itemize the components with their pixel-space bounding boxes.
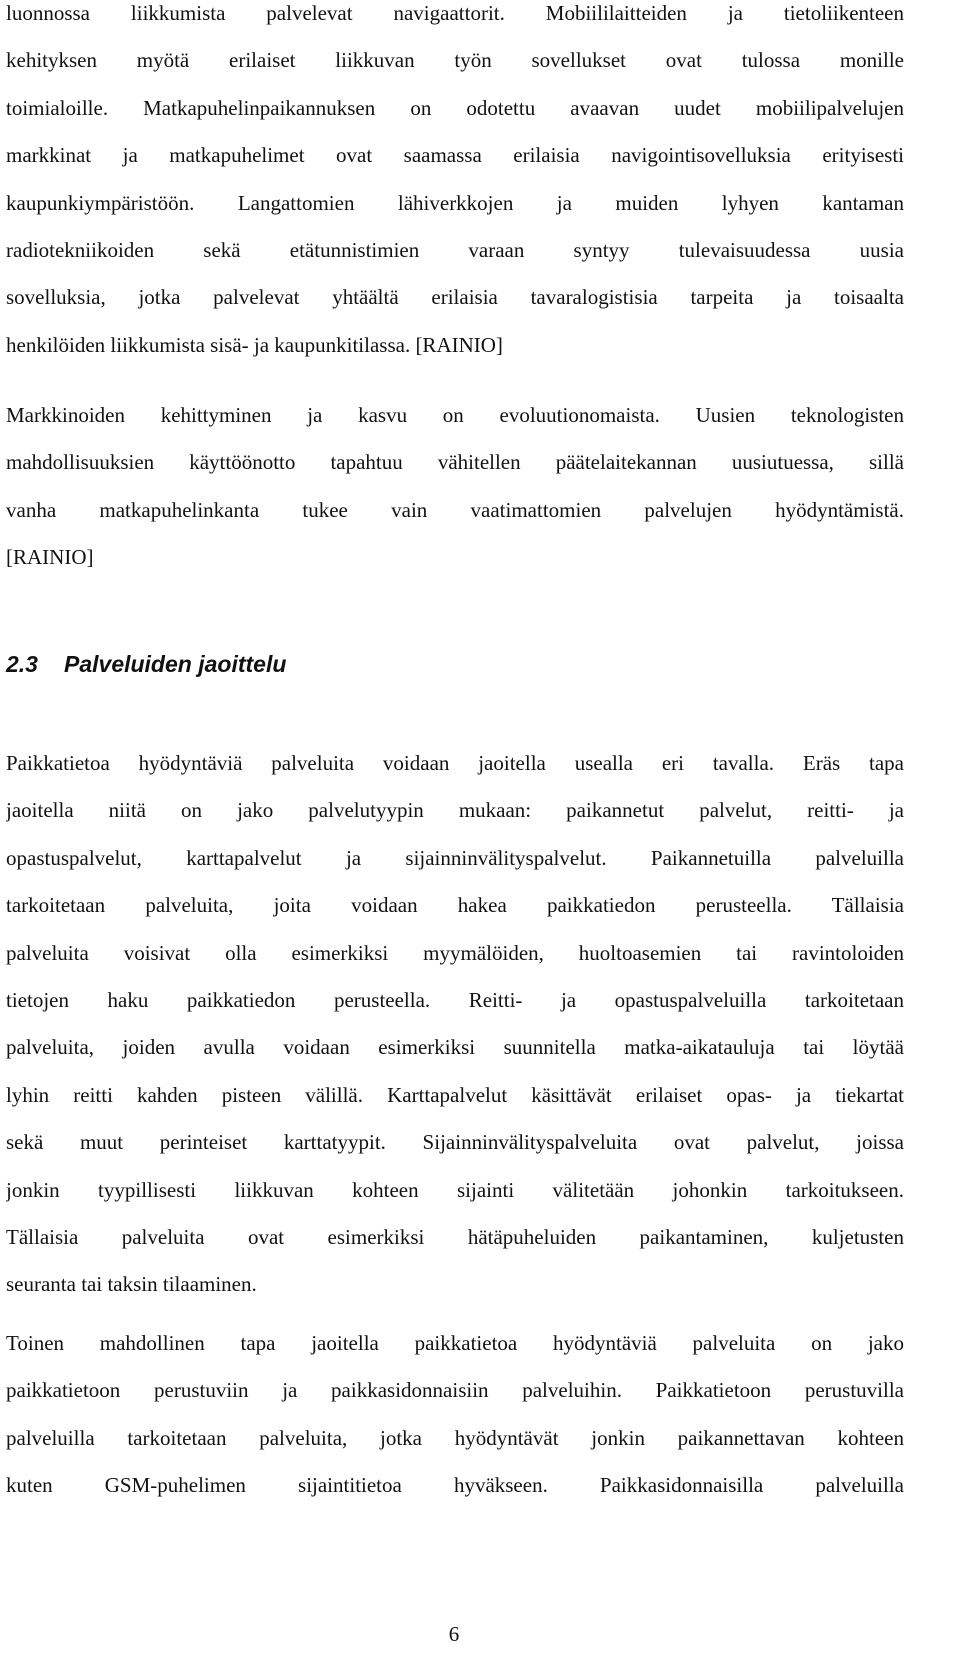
text-line: palveluilla tarkoitetaan palveluita, jotka hyödyntävät jonkin paikannettavan kohteen	[6, 1425, 904, 1450]
text-line: jonkin tyypillisesti liikkuvan kohteen sijainti välitetään johonkin tarkoitukseen.	[6, 1177, 904, 1202]
text-line: mahdollisuuksien käyttöönotto tapahtuu vähitellen päätelaitekannan uusiutuessa, sillä	[6, 450, 904, 475]
text-line: sovelluksia, jotka palvelevat yhtäältä erilaisia tavaralogistisia tarpeita ja toisaalta	[6, 285, 904, 310]
text-line: kehityksen myötä erilaiset liikkuvan työn sovellukset ovat tulossa monille	[6, 48, 904, 73]
text-line: sekä muut perinteiset karttatyypit. Sijainninvälityspalveluita ovat palvelut, joissa	[6, 1130, 904, 1155]
text-line: jaoitella niitä on jako palvelutyypin mukaan: paikannetut palvelut, reitti- ja	[6, 798, 904, 823]
text-line: palveluita, joiden avulla voidaan esimerkiksi suunnitella matka-aikatauluja tai löytää	[6, 1035, 904, 1060]
text-line: kaupunkiympäristöön. Langattomien lähiverkkojen ja muiden lyhyen kantaman	[6, 190, 904, 215]
text-line: Paikkatietoa hyödyntäviä palveluita voidaan jaoitella usealla eri tavalla. Eräs tapa	[6, 751, 904, 775]
paragraph-location-based-services	[6, 1320, 904, 1510]
text-line: lyhin reitti kahden pisteen välillä. Karttapalvelut käsittävät erilaiset opas- ja tiekartat	[6, 1082, 904, 1107]
section-title: Palveluiden jaoittelu	[64, 651, 287, 677]
section-heading	[6, 648, 286, 680]
text-line: vanha matkapuhelinkanta tukee vain vaatimattomien palvelujen hyödyntämistä.	[6, 497, 904, 522]
text-line: paikkatietoon perustuviin ja paikkasidonnaisiin palveluihin. Paikkatietoon perustuvilla	[6, 1378, 904, 1403]
text-line: henkilöiden liikkumista sisä- ja kaupunkitilassa. [RAINIO]	[6, 332, 503, 357]
paragraph-service-types	[6, 740, 904, 1309]
text-line: tietojen haku paikkatiedon perusteella. Reitti- ja opastuspalveluilla tarkoitetaan	[6, 987, 904, 1012]
text-line: seuranta tai taksin tilaaminen.	[6, 1272, 257, 1297]
text-line: palveluita voisivat olla esimerkiksi myymälöiden, huoltoasemien tai ravintoloiden	[6, 940, 904, 965]
text-line: tarkoitetaan palveluita, joita voidaan hakea paikkatiedon perusteella. Tällaisia	[6, 893, 904, 918]
text-line: toimialoille. Matkapuhelinpaikannuksen on odotettu avaavan uudet mobiilipalvelujen	[6, 95, 904, 120]
page-number: 6	[448, 1622, 460, 1646]
text-line: luonnossa liikkumista palvelevat navigaattorit. Mobiililaitteiden ja tietoliikenteen	[6, 1, 904, 25]
text-line: markkinat ja matkapuhelimet ovat saamassa erilaisia navigointisovelluksia erityisesti	[6, 143, 904, 168]
text-line: Toinen mahdollinen tapa jaoitella paikkatietoa hyödyntäviä palveluita on jako	[6, 1331, 904, 1355]
text-line: kuten GSM-puhelimen sijaintitietoa hyväkseen. Paikkasidonnaisilla palveluilla	[6, 1473, 904, 1498]
text-line: Markkinoiden kehittyminen ja kasvu on evoluutionomaista. Uusien teknologisten	[6, 403, 904, 427]
text-line: Tällaisia palveluita ovat esimerkiksi hätäpuheluiden paikantaminen, kuljetusten	[6, 1224, 904, 1249]
text-line: [RAINIO]	[6, 545, 94, 570]
paragraph-market-evolution	[6, 392, 904, 582]
text-line: radiotekniikoiden sekä etätunnistimien varaan syntyy tulevaisuudessa uusia	[6, 237, 904, 262]
section-number: 2.3	[6, 651, 38, 677]
paragraph-mobile-navigation	[6, 0, 904, 369]
text-line: opastuspalvelut, karttapalvelut ja sijainninvälityspalvelut. Paikannetuilla palveluilla	[6, 845, 904, 870]
